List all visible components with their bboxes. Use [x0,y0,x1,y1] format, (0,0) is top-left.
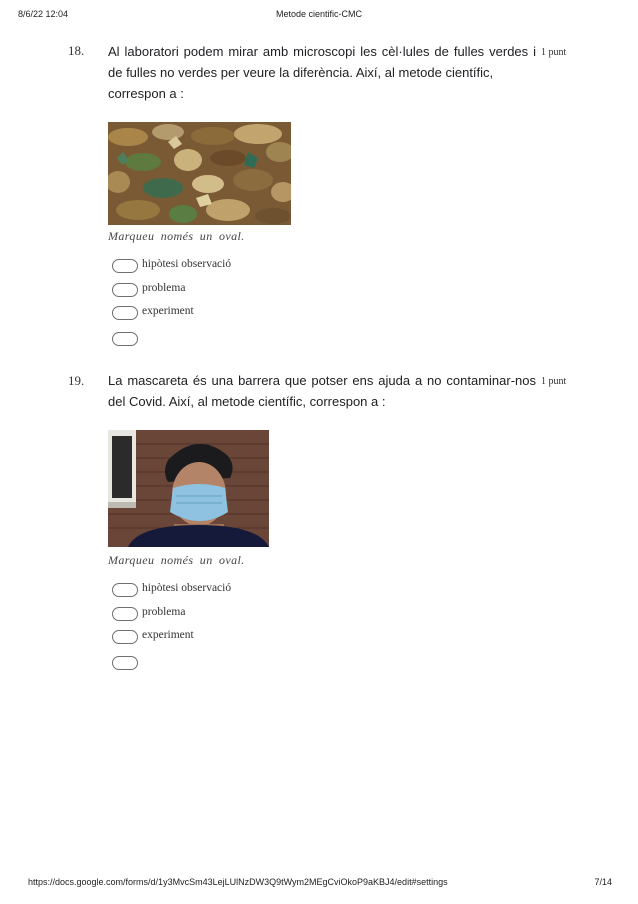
print-datetime: 8/6/22 12:04 [18,9,69,19]
question-text-line: Al laboratori podem mirar amb microscopi les cèl·lules de fulles verdes i [108,44,536,59]
oval-radio[interactable] [112,583,138,597]
question-text [108,41,536,104]
question-text [108,370,536,412]
oval-radio[interactable] [112,283,138,297]
question-points: 1 punt [541,376,567,387]
option-label: problema [142,606,186,618]
print-url: https://docs.google.com/forms/d/1y3MvcSm43LejLUlNzDW3Q9tWym2MEgCviOkoP9aKBJ4/edit#settings [28,877,448,887]
print-page-number: 7/14 [594,877,612,887]
instruction: Marqueu només un oval. [108,553,245,567]
question-text-line: del Covid. Així, al metode científic, correspon a : [108,394,386,409]
question-points: 1 punt [541,47,567,58]
oval-radio[interactable] [112,656,138,670]
question-text-line: de fulles no verdes per veure la diferència. Així, al metode científic, [108,65,494,80]
print-page-title: Metode cientific-CMC [275,9,363,19]
mask-photo-image [108,430,269,547]
autumn-leaves-image [108,122,291,225]
option-label: experiment [142,629,194,641]
instruction: Marqueu només un oval. [108,229,245,243]
oval-radio[interactable] [112,306,138,320]
oval-radio[interactable] [112,259,138,273]
oval-radio[interactable] [112,630,138,644]
question-text-line: correspon a : [108,86,184,101]
option-label: experiment [142,305,194,317]
question-text-line: La mascareta és una barrera que potser ens ajuda a no contaminar-nos [108,373,536,388]
oval-radio[interactable] [112,607,138,621]
question-number: 18. [68,43,85,58]
option-label: hipòtesi observació [142,582,232,594]
option-label: hipòtesi observació [142,258,232,270]
option-label: problema [142,282,186,294]
oval-radio[interactable] [112,332,138,346]
question-number: 19. [68,373,85,388]
